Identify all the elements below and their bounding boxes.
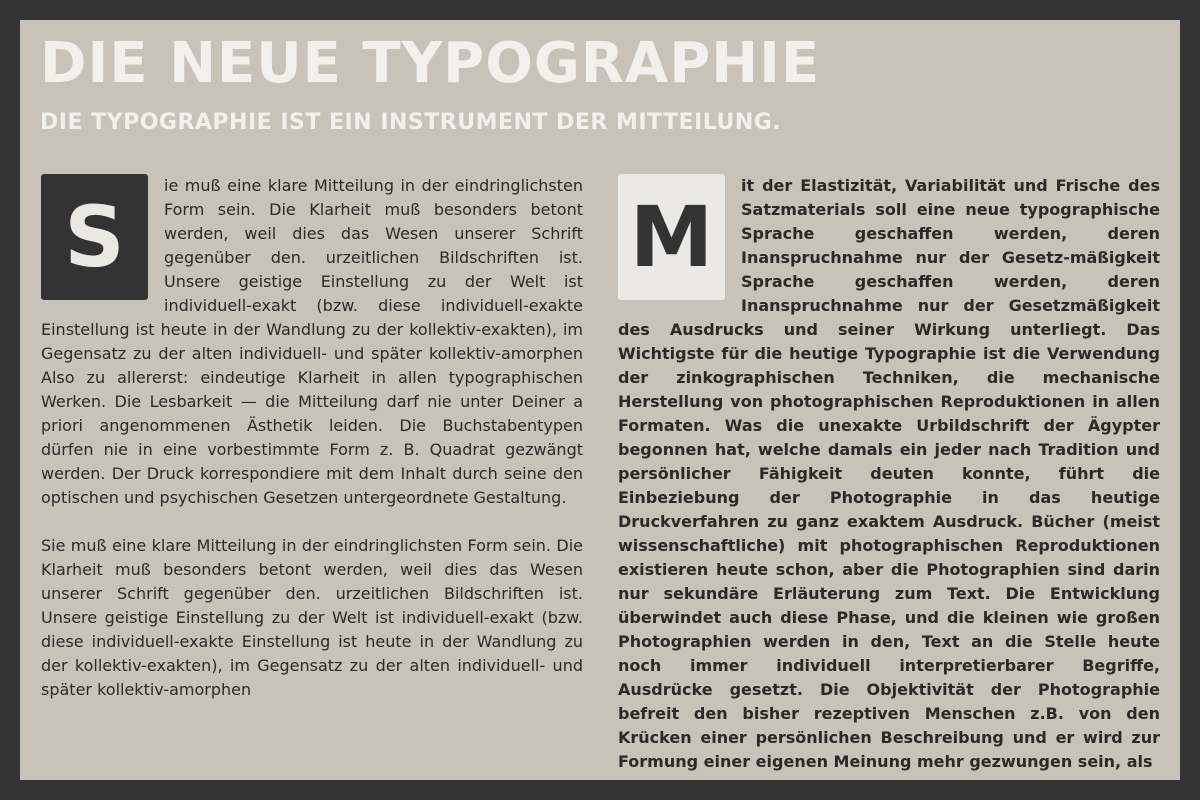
right-paragraph <box>618 174 1160 774</box>
page-subtitle: DIE TYPOGRAPHIE IST EIN INSTRUMENT DER MITTEILUNG. <box>40 110 782 135</box>
page-title: DIE NEUE TYPOGRAPHIE <box>40 31 821 96</box>
left-column <box>41 174 583 702</box>
dropcap-m: M <box>618 174 725 300</box>
left-paragraph-1 <box>41 174 583 510</box>
left-paragraph-2: Sie muß eine klare Mitteilung in der eindringlichsten Form sein. Die Klarheit muß besonders betont werden, weil dies das Wesen unserer Schrift gegenüber den. urzeitlichen Bildschriften ist. Unsere geistige Einstellung zu der Welt ist individuell-exakt (bzw. diese individuell-exakte Einstellung ist heute in der Wandlung zu der kollektiv-exakten), im Gegensatz zu der alten individuell- und später kollektiv-amorphen <box>41 536 583 699</box>
document-page <box>20 20 1180 780</box>
left-paragraph-1-text: ie muß eine klare Mitteilung in der eindringlichsten Form sein. Die Klarheit muß besonders betont werden, weil dies das Wesen unserer Schrift gegenüber den. urzeitlichen Bildschriften ist. Unsere geistige Einstellung zu der Welt ist individuell-exakt (bzw. diese individuell-exakte Einstellung ist heute in der Wandlung zu der kollektiv-exakten), im Gegensatz zu der alten individuell- und später kollektiv-amorphen Also zu allererst: eindeutige Klarheit in allen typographischen Werken. Die Lesbarkeit — die Mitteilung darf nie unter Deiner a priori angenommenen Ästhetik leiden. Die Buchstabentypen dürfen nie in eine vorbestimmte Form z. B. Quadrat gezwängt werden. Der Druck korrespondiere mit dem Inhalt durch seine den optischen und psychischen Gesetzen untergeordnete Gestaltung. <box>41 176 583 507</box>
dropcap-s: S <box>41 174 148 300</box>
right-paragraph-text: it der Elastizität, Variabilität und Frische des Satzmaterials soll eine neue typographische Sprache geschaffen werden, deren Inanspruchnahme nur der Gesetz-mäßigkeit Sprache geschaffen werden, deren Inanspruchnahme nur der Gesetzmäßigkeit des Ausdrucks und seiner Wirkung unterliegt. Das Wichtigste für die heutige Typographie ist die Verwendung der zinkographischen Techniken, die mechanische Herstellung von photographischen Reproduktionen in allen Formaten. Was die unexakte Urbildschrift der Ägypter begonnen hat, welche damals ein jeder nach Tradition und persönlicher Fähigkeit deuten konnte, führt die Einbeziebung der Photographie in das heutige Druckverfahren zu ganz exaktem Ausdruck. Bücher (meist wissenschaftliche) mit photographischen Reproduktionen existieren heute schon, aber die Photographien sind darin nur sekundäre Erläuterung zum Text. Die Entwicklung überwindet auch diese Phase, und die kleinen wie großen Photographien werden in den, Text an die Stelle heute noch immer individuell interpretierbarer Begriffe, Ausdrücke gesetzt. Die Objektivität der Photographie befreit den bisher rezeptiven Menschen z.B. von den Krücken einer persönlichen Beschreibung und er wird zur Formung einer eigenen Meinung mehr gezwungen sein, als <box>618 176 1160 771</box>
right-column <box>618 174 1160 774</box>
